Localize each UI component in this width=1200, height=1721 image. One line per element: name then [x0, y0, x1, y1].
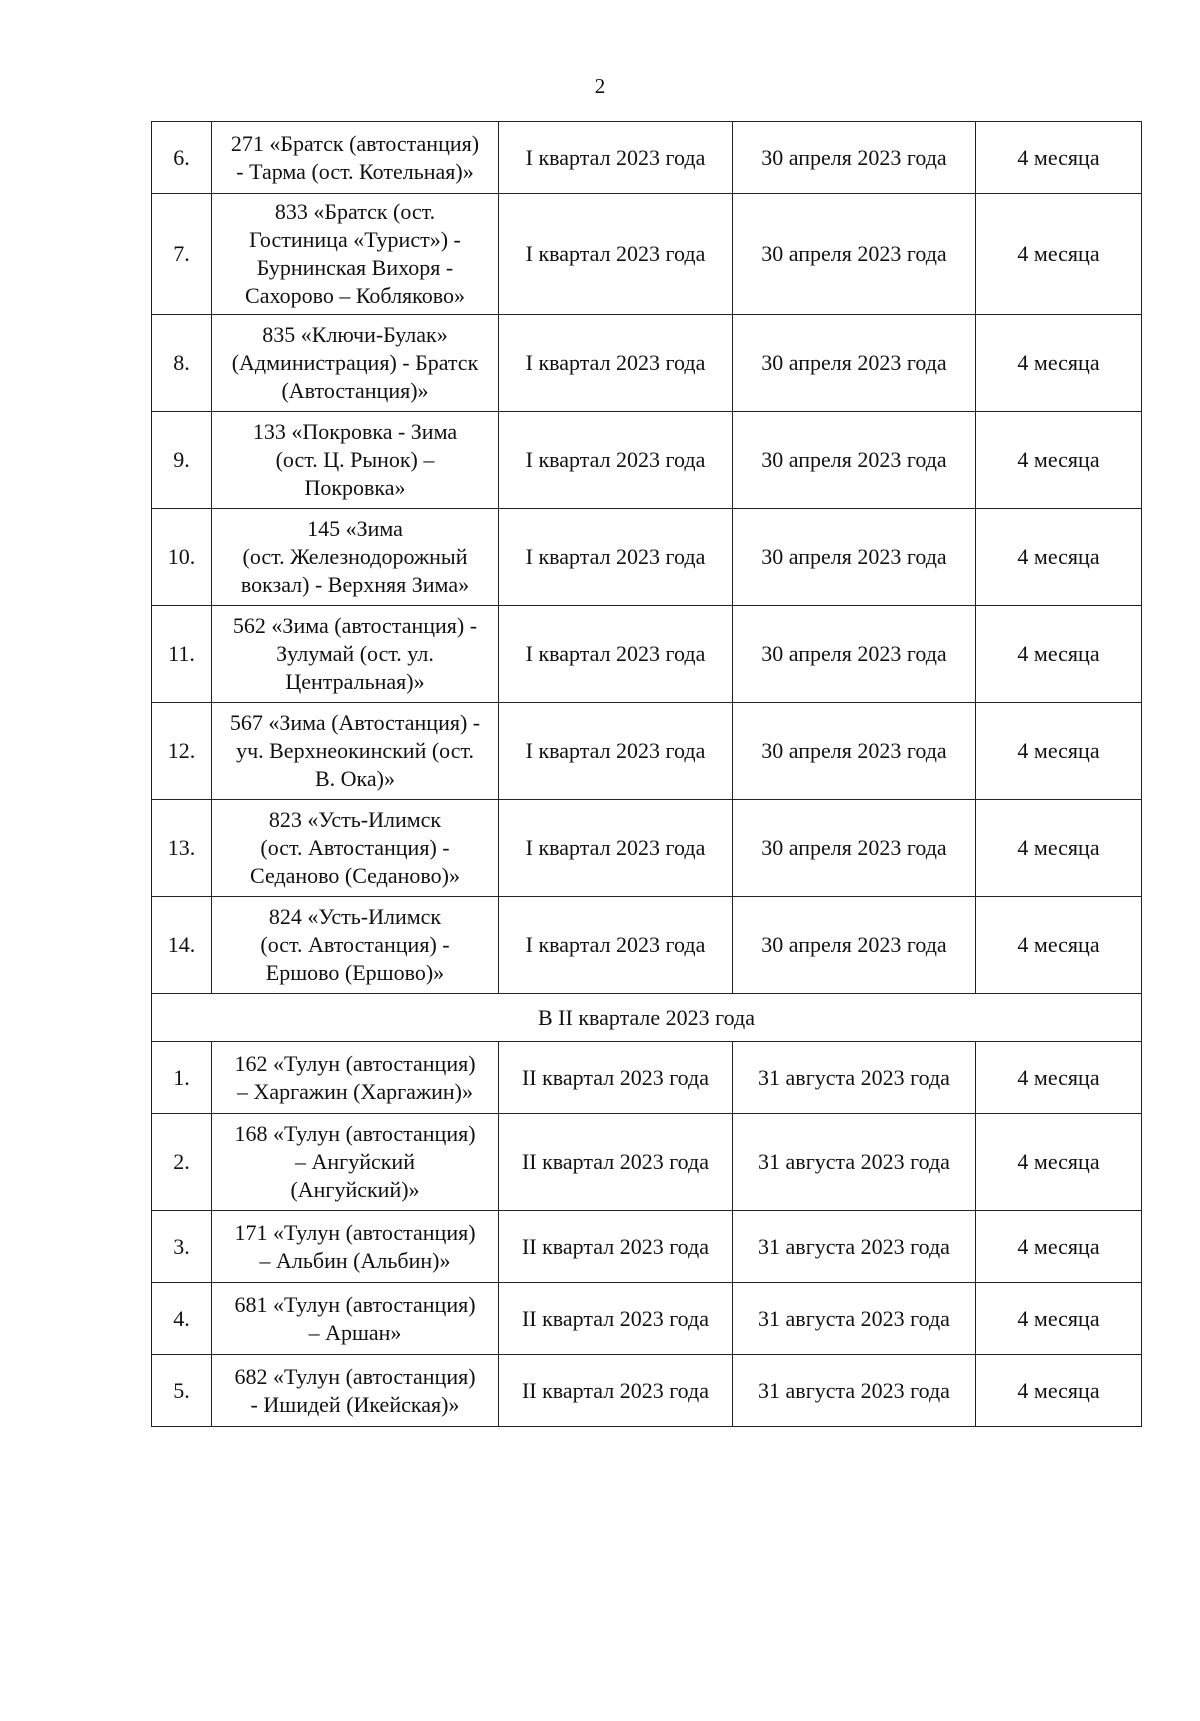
cell-duration: 4 месяца	[976, 897, 1142, 994]
section-title: В II квартале 2023 года	[152, 994, 1142, 1042]
table-row	[152, 509, 1142, 606]
table-row	[152, 1042, 1142, 1114]
cell-date: 30 апреля 2023 года	[733, 194, 976, 315]
cell-date: 31 августа 2023 года	[733, 1355, 976, 1427]
cell-quarter: II квартал 2023 года	[499, 1283, 733, 1355]
cell-route: 562 «Зима (автостанция) - Зулумай (ост. ул. Центральная)»	[212, 606, 499, 703]
cell-date: 31 августа 2023 года	[733, 1283, 976, 1355]
cell-num: 14.	[152, 897, 212, 994]
cell-quarter: I квартал 2023 года	[499, 606, 733, 703]
cell-num: 7.	[152, 194, 212, 315]
table-row	[152, 1114, 1142, 1211]
cell-date: 31 августа 2023 года	[733, 1042, 976, 1114]
cell-route: 162 «Тулун (автостанция) – Харгажин (Харгажин)»	[212, 1042, 499, 1114]
cell-num: 12.	[152, 703, 212, 800]
cell-duration: 4 месяца	[976, 509, 1142, 606]
table-row	[152, 703, 1142, 800]
cell-date: 30 апреля 2023 года	[733, 703, 976, 800]
cell-quarter: I квартал 2023 года	[499, 412, 733, 509]
cell-num: 8.	[152, 315, 212, 412]
cell-num: 11.	[152, 606, 212, 703]
cell-route: 681 «Тулун (автостанция) – Аршан»	[212, 1283, 499, 1355]
cell-date: 30 апреля 2023 года	[733, 606, 976, 703]
cell-quarter: II квартал 2023 года	[499, 1355, 733, 1427]
cell-route: 567 «Зима (Автостанция) - уч. Верхнеокинский (ост. В. Ока)»	[212, 703, 499, 800]
cell-quarter: II квартал 2023 года	[499, 1114, 733, 1211]
cell-duration: 4 месяца	[976, 315, 1142, 412]
cell-date: 30 апреля 2023 года	[733, 315, 976, 412]
cell-duration: 4 месяца	[976, 1114, 1142, 1211]
cell-route: 833 «Братск (ост. Гостиница «Турист») - Бурнинская Вихоря - Сахорово – Кобляково»	[212, 194, 499, 315]
cell-date: 30 апреля 2023 года	[733, 897, 976, 994]
cell-duration: 4 месяца	[976, 1355, 1142, 1427]
page-number: 2	[594, 74, 606, 98]
cell-num: 2.	[152, 1114, 212, 1211]
cell-duration: 4 месяца	[976, 1211, 1142, 1283]
cell-date: 30 апреля 2023 года	[733, 509, 976, 606]
cell-num: 1.	[152, 1042, 212, 1114]
table-row	[152, 122, 1142, 194]
cell-duration: 4 месяца	[976, 1042, 1142, 1114]
table-row	[152, 315, 1142, 412]
cell-route: 171 «Тулун (автостанция) – Альбин (Альбин)»	[212, 1211, 499, 1283]
cell-duration: 4 месяца	[976, 606, 1142, 703]
cell-quarter: II квартал 2023 года	[499, 1042, 733, 1114]
cell-route: 271 «Братск (автостанция) - Тарма (ост. Котельная)»	[212, 122, 499, 194]
cell-duration: 4 месяца	[976, 412, 1142, 509]
cell-quarter: I квартал 2023 года	[499, 122, 733, 194]
table-row	[152, 412, 1142, 509]
cell-quarter: I квартал 2023 года	[499, 315, 733, 412]
cell-num: 3.	[152, 1211, 212, 1283]
cell-quarter: I квартал 2023 года	[499, 194, 733, 315]
cell-date: 31 августа 2023 года	[733, 1211, 976, 1283]
cell-route: 133 «Покровка - Зима (ост. Ц. Рынок) – Покровка»	[212, 412, 499, 509]
table-row	[152, 606, 1142, 703]
cell-date: 30 апреля 2023 года	[733, 412, 976, 509]
cell-route: 145 «Зима (ост. Железнодорожный вокзал) - Верхняя Зима»	[212, 509, 499, 606]
table-row	[152, 1283, 1142, 1355]
cell-num: 10.	[152, 509, 212, 606]
section-header-row	[152, 994, 1142, 1042]
cell-date: 31 августа 2023 года	[733, 1114, 976, 1211]
cell-duration: 4 месяца	[976, 122, 1142, 194]
table-row	[152, 800, 1142, 897]
route-schedule-table	[151, 121, 1142, 1427]
cell-quarter: I квартал 2023 года	[499, 897, 733, 994]
cell-route: 824 «Усть-Илимск (ост. Автостанция) - Ершово (Ершово)»	[212, 897, 499, 994]
cell-date: 30 апреля 2023 года	[733, 800, 976, 897]
cell-duration: 4 месяца	[976, 703, 1142, 800]
cell-num: 6.	[152, 122, 212, 194]
table-row	[152, 1211, 1142, 1283]
cell-num: 4.	[152, 1283, 212, 1355]
cell-date: 30 апреля 2023 года	[733, 122, 976, 194]
cell-quarter: I квартал 2023 года	[499, 800, 733, 897]
table-row	[152, 194, 1142, 315]
cell-quarter: I квартал 2023 года	[499, 703, 733, 800]
table-row	[152, 897, 1142, 994]
cell-route: 682 «Тулун (автостанция) - Ишидей (Икейская)»	[212, 1355, 499, 1427]
cell-route: 835 «Ключи-Булак» (Администрация) - Братск (Автостанция)»	[212, 315, 499, 412]
table-body	[152, 122, 1142, 1427]
cell-route: 823 «Усть-Илимск (ост. Автостанция) - Седаново (Седаново)»	[212, 800, 499, 897]
cell-num: 5.	[152, 1355, 212, 1427]
cell-quarter: I квартал 2023 года	[499, 509, 733, 606]
cell-duration: 4 месяца	[976, 1283, 1142, 1355]
cell-quarter: II квартал 2023 года	[499, 1211, 733, 1283]
cell-num: 9.	[152, 412, 212, 509]
cell-num: 13.	[152, 800, 212, 897]
table-row	[152, 1355, 1142, 1427]
cell-route: 168 «Тулун (автостанция) – Ангуйский (Ангуйский)»	[212, 1114, 499, 1211]
cell-duration: 4 месяца	[976, 194, 1142, 315]
cell-duration: 4 месяца	[976, 800, 1142, 897]
